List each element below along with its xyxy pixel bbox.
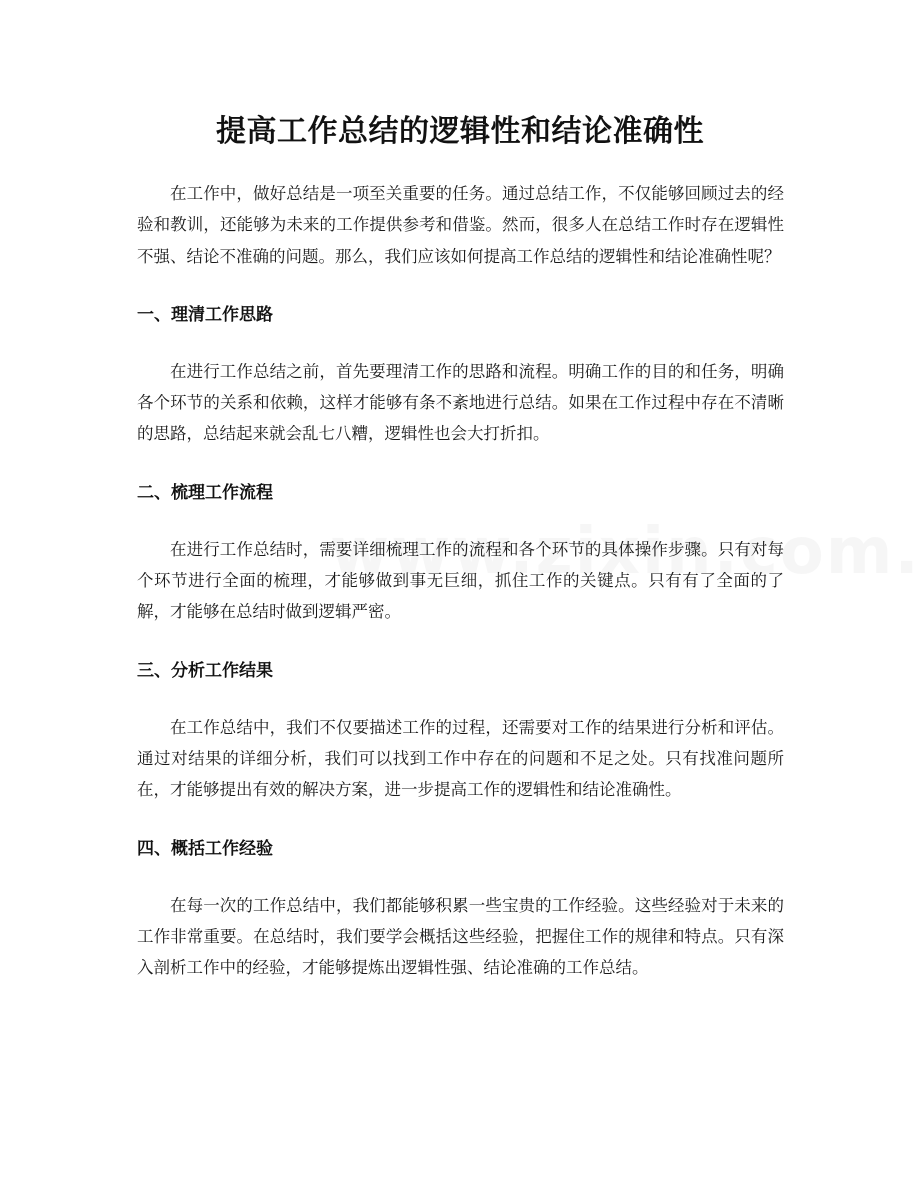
section-heading-2: 二、梳理工作流程 — [137, 482, 273, 503]
intro-paragraph: 在工作中，做好总结是一项至关重要的任务。通过总结工作，不仅能够回顾过去的经验和教训，还能够为未来的工作提供参考和借鉴。然而，很多人在总结工作时存在逻辑性不强、结论不准确的问题。那么，我们应该如何提高工作总结的逻辑性和结论准确性呢？ — [137, 184, 784, 266]
section-body-1: 在进行工作总结之前，首先要理清工作的思路和流程。明确工作的目的和任务，明确各个环节的关系和依赖，这样才能够有条不紊地进行总结。如果在工作过程中存在不清晰的思路，总结起来就会乱七八糟，逻辑性也会大打折扣。 — [137, 361, 784, 444]
section-body-2: 在进行工作总结时，需要详细梳理工作的流程和各个环节的具体操作步骤。只有对每个环节进行全面的梳理，才能够做到事无巨细，抓住工作的关键点。只有有了全面的了解，才能够在总结时做到逻辑严密。 — [137, 539, 784, 622]
page-title: 提高工作总结的逻辑性和结论准确性 — [216, 114, 704, 149]
section-heading-1: 一、理清工作思路 — [137, 304, 273, 325]
section-body-3: 在工作总结中，我们不仅要描述工作的过程，还需要对工作的结果进行分析和评估。通过对结果的详细分析，我们可以找到工作中存在的问题和不足之处。只有找准问题所在，才能够提出有效的解决方案，进一步提高工作的逻辑性和结论准确性。 — [137, 717, 784, 800]
section-body-4: 在每一次的工作总结中，我们都能够积累一些宝贵的工作经验。这些经验对于未来的工作非常重要。在总结时，我们要学会概括这些经验，把握住工作的规律和特点。只有深入剖析工作中的经验，才能够提炼出逻辑性强、结论准确的工作总结。 — [137, 895, 784, 978]
section-heading-4: 四、概括工作经验 — [137, 838, 273, 859]
document-body — [137, 178, 784, 1011]
section-heading-3: 三、分析工作结果 — [137, 660, 273, 681]
